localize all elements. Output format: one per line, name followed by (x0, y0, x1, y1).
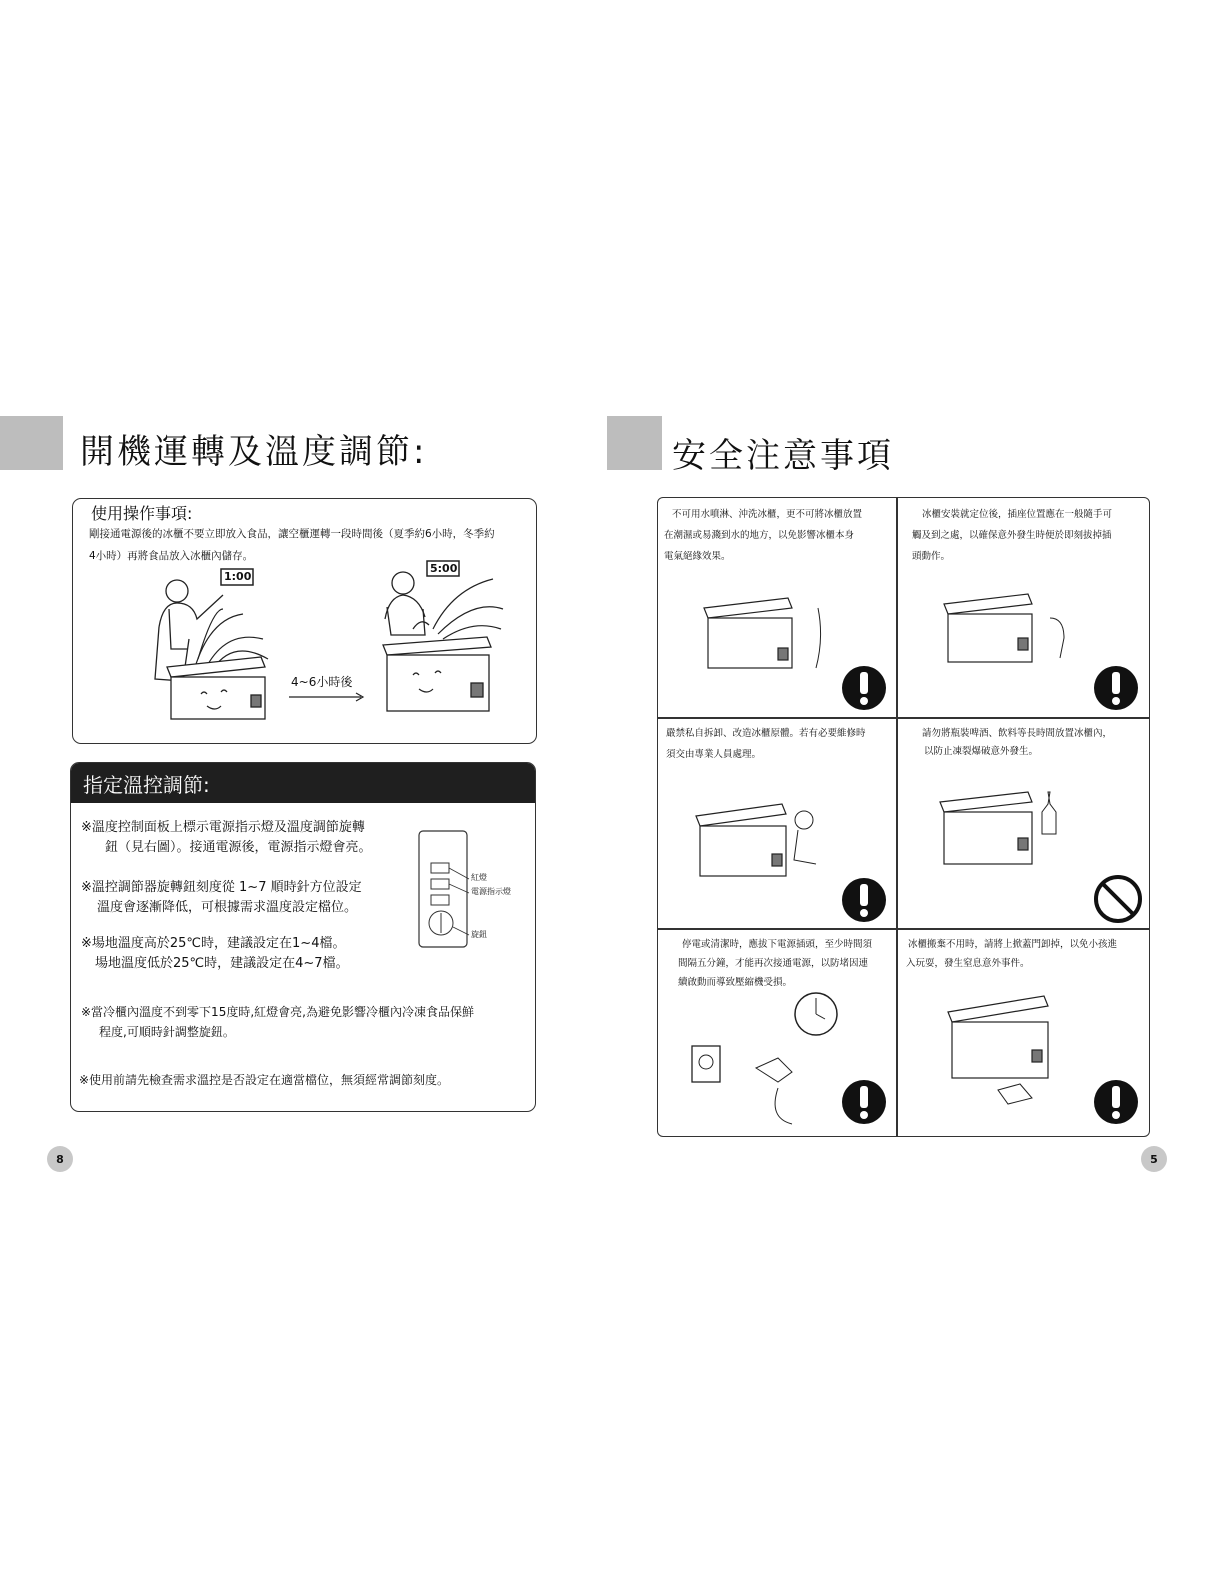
safety-cell-6-line2: 入玩耍，發生窒息意外事件。 (906, 958, 1030, 969)
temp-p1-line1: ※溫度控制面板上標示電源指示燈及溫度調節旋轉 (81, 820, 365, 835)
temp-p2-line2: 溫度會逐漸降低，可根據需求溫度設定檔位。 (97, 900, 358, 915)
safety-cell-3-line1: 嚴禁私自拆卸、改造冰櫃原體。若有必要維修時 (666, 728, 866, 739)
left-section-title: 開機運轉及溫度調節: (80, 432, 428, 472)
clock-start: 1:00 (224, 570, 252, 583)
safety-cell-2-line2: 觸及到之處，以確保意外發生時便於即刻拔掉插 (912, 530, 1112, 541)
temp-box (70, 762, 536, 1112)
safety-illustrations (658, 498, 1150, 1137)
safety-cell-2-line3: 頭動作。 (912, 551, 951, 562)
safety-cell-4-line2: 以防止凍裂爆破意外發生。 (924, 746, 1039, 757)
safety-cell-1-line2: 在潮濕或易濺到水的地方，以免影響冰櫃本身 (664, 530, 855, 541)
warning-icon (1094, 1080, 1138, 1124)
panel-label-knob: 旋鈕 (471, 930, 487, 939)
temp-p3-line2: 場地溫度低於25℃時，建議設定在4~7檔。 (95, 956, 349, 971)
safety-cell-4-line1: 請勿將瓶裝啤酒、飲料等長時間放置冰櫃內， (922, 728, 1113, 739)
control-panel-diagram (71, 763, 536, 1112)
usage-heading: 使用操作事項: (91, 504, 193, 523)
right-page-number: 5 (1141, 1146, 1167, 1172)
temp-p2-line1: ※溫控調節器旋轉鈕刻度從 1~7 順時針方位設定 (81, 880, 362, 895)
panel-label-red: 紅燈 (471, 873, 487, 882)
safety-cell-6-line1: 冰櫃搬棄不用時，請將上掀蓋門卸掉，以免小孩進 (908, 939, 1118, 950)
safety-cell-5-line1: 停電或清潔時，應拔下電源插頭，至少時間須 (682, 939, 873, 950)
temp-p5: ※使用前請先檢查需求溫控是否設定在適當檔位，無須經常調節刻度。 (79, 1073, 450, 1087)
safety-cell-5-line3: 續啟動而導致壓縮機受損。 (678, 977, 793, 988)
temp-p4-line1: ※當冷櫃內溫度不到零下15度時,紅燈會亮,為避免影響冷櫃內冷凍食品保鮮 (81, 1005, 474, 1019)
safety-cell-3-line2: 須交由專業人員處理。 (666, 749, 762, 760)
safety-grid (657, 497, 1150, 1137)
usage-illustration (73, 499, 538, 745)
usage-text-line2: 4小時）再將食品放入冰櫃內儲存。 (89, 550, 254, 562)
safety-cell-1-line3: 電氣絕緣效果。 (664, 551, 731, 562)
safety-cell-5-line2: 間隔五分鐘，才能再次接通電源，以防堵因連 (678, 958, 869, 969)
temp-p1-line2: 鈕（見右圖）。接通電源後，電源指示燈會亮。 (105, 840, 372, 855)
temp-p3-line1: ※場地溫度高於25℃時，建議設定在1~4檔。 (81, 936, 346, 951)
left-page-number: 8 (47, 1146, 73, 1172)
safety-cell-1-line1: 不可用水噴淋、沖洗冰櫃，更不可將冰櫃放置 (672, 509, 863, 520)
prohibition-icon (1096, 877, 1140, 921)
warning-icon (842, 878, 886, 922)
usage-box (72, 498, 537, 744)
usage-text-line1: 剛接通電源後的冰櫃不要立即放入食品，讓空櫃運轉一段時間後（夏季約6小時，冬季約 (89, 528, 495, 540)
temp-p4-line2: 程度,可順時針調整旋鈕。 (99, 1025, 235, 1039)
arrow-label: 4~6小時後 (291, 675, 353, 689)
right-section-title: 安全注意事項 (672, 436, 894, 476)
safety-cell-2-line1: 冰櫃安裝就定位後，插座位置應在一般隨手可 (922, 509, 1113, 520)
right-section-marker (607, 416, 662, 470)
panel-label-power: 電源指示燈 (471, 887, 511, 896)
clock-end: 5:00 (430, 562, 458, 575)
temp-heading: 指定溫控調節: (83, 773, 210, 797)
warning-icon (842, 1080, 886, 1124)
warning-icon (1094, 666, 1138, 710)
warning-icon (842, 666, 886, 710)
left-section-marker (0, 416, 63, 470)
